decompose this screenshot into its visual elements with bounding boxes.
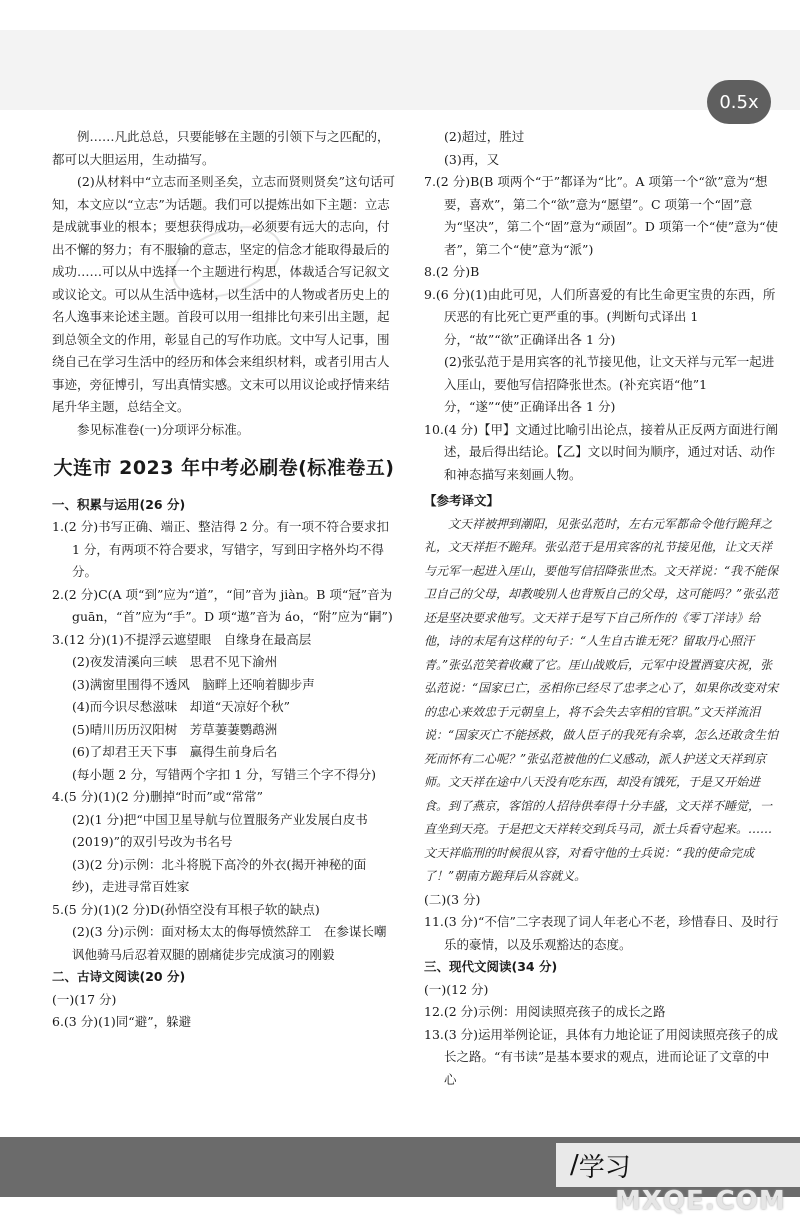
answer-q4-3: (3)(2 分)示例：北斗将脱下高冷的外衣(揭开神秘的面纱)，走进寻常百姓家 [72,856,367,894]
subsection-1: (一)(17 分) [52,991,117,1007]
viewer-top-bar [0,0,800,30]
answer-q6: 6.(3 分)(1)同“避”，躲避 [52,1014,192,1029]
footer-book-label: / 学习 [556,1143,800,1187]
answer-q6-3: (3)再，又 [444,151,500,167]
answer-q4: 4.(5 分)(1)(2 分)删掉“时而”或“常常” [52,789,264,804]
subsection-3: (一)(12 分) [424,981,489,997]
answer-q12: 12.(2 分)示例：用阅读照亮孩子的成长之路 [424,1004,666,1019]
answer-q6-2: (2)超过，胜过 [444,129,525,144]
subsection-2: (二)(3 分) [424,891,481,907]
answer-q9-2: (2)张弘范于是用宾客的礼节接见他，让文天祥与元军一起进入厓山，要他写信招降张世杰。(补充宾语“他”1 分，“遂”“使”正确译出各 1 分) [444,354,775,414]
exam-title: 大连市 2023 年中考必刷卷(标准卷五) [53,457,395,479]
answer-q3-6: (6)了却君王天下事 赢得生前身后名 [72,744,278,759]
reference-translation-text: 文天祥被押到潮阳，见张弘范时，左右元军都命令他行跪拜之礼，文天祥拒不跪拜。张弘范于是用宾客的礼节接见他，让文天祥与元军一起进入厓山，要他写信招降张世杰。文天祥说：“我不能保卫自己的父母，却教唆别人也背叛自己的父母，这可能吗？”张弘范还是坚决要求他写。文天祥于是写下自己所作的《零丁洋诗》给他，诗的末尾有这样的句子：“人生自古谁无死？留取丹心照汗青。”张弘范笑着收藏了它。厓山战败后，元军中设置酒宴庆祝，张弘范说：“国家已亡，丞相你已经尽了忠孝之心了，如果你改变对宋的忠心来效忠于元朝皇上，将不会失去宰相的官职。”文天祥流泪说：“国家灭亡不能拯救，做人臣子的我死有余辜，怎么还敢贪生怕死而怀有二心呢？”张弘范被他的仁义感动，派人护送文天祥到京师。文天祥在途中八天没有吃东西，却没有饿死，于是又开始进食。到了燕京，客馆的人招待供奉得十分丰盛，文天祥不睡觉，一直坐到天亮。于是把文天祥转交到兵马司，派士兵看守起来。……文天祥临刑的时候很从容，对看守他的士兵说：“我的使命完成了！”朝南方跪拜后从容就义。 [424,516,779,883]
answer-q3-note: (每小题 2 分，写错两个字扣 1 分，写错三个字不得分) [72,766,377,782]
right-column [424,126,780,1091]
answer-q3: 3.(12 分)(1)不提浮云遮望眼 自缘身在最高层 [52,631,312,647]
answer-q5: 5.(5 分)(1)(2 分)D(孙悟空没有耳根子软的缺点) [52,901,320,917]
answer-q3-5: (5)晴川历历汉阳树 芳草萋萋鹦鹉洲 [72,721,278,737]
answer-q9: 9.(6 分)(1)由此可见，人们所喜爱的有比生命更宝贵的东西，所厌恶的有比死亡更严重的事。(判断句式译出 1 分，“故”“欲”正确译出各 1 分) [424,286,776,347]
section-heading-2: 二、古诗文阅读(20 分) [52,969,186,984]
answer-q3-3: (3)满窗里围得不透风 脑畔上还响着脚步声 [72,676,315,692]
left-paragraph-2: (2)从材料中“立志而圣则圣矣，立志而贤则贤矣”这句话可知，本文应以“立志”为话题。我们可以提炼出如下主题：立志是成就事业的根本；要想获得成功，必须要有远大的志向，付出不懈的努力；有不服输的意志，坚定的信念才能取得最后的成功……可以从中选择一个主题进行构思，体裁适合写记叙文或议论文。可以从生活中选材，以生活中的人物或者历史上的名人逸事来论述主题。首段可以用一组排比句来引出主题，起到总领全文的作用，彰显自己的写作功底。文中写人记事，围绕自己在学习生活中的经历和体会来组织材料，或者引用古人事迹，旁征博引，写出真情实感。文末可以用议论或抒情来结尾升华主题，总结全文。 [52,174,395,414]
answer-q13: 13.(3 分)运用举例论证，具体有力地论证了用阅读照亮孩子的成长之路。“有书读”是基本要求的观点，进而论证了文章的中心 [424,1026,779,1087]
answer-q11: 11.(3 分)“不信”二字表现了词人年老心不老，珍惜春日、及时行乐的豪情，以及乐观豁达的态度。 [424,914,779,952]
section-heading-3: 三、现代文阅读(34 分) [424,959,558,974]
answer-q10: 10.(4 分)【甲】文通过比喻引出论点，接着从正反两方面进行阐述，最后得出结论。【乙】文以时间为顺序，通过对话、动作和神态描写来刻画人物。 [424,421,779,482]
reference-translation-heading: 【参考译文】 [424,493,500,508]
footer-label-text: 学习 [578,1152,631,1183]
page-header-band [0,30,800,110]
left-paragraph-3: 参见标准卷(一)分项评分标准。 [77,421,250,437]
answer-q4-2: (2)(1 分)把“中国卫星导航与位置服务产业发展白皮书(2019)”的双引号改为书名号 [72,811,368,849]
zoom-level-badge[interactable]: 0.5x [707,80,771,124]
answer-q3-4: (4)而今识尽愁滋味 却道“天凉好个秋” [72,699,290,714]
answer-q1: 1.(2 分)书写正确、端正、整洁得 2 分。有一项不符合要求扣 1 分，有两项不符合要求，写错字，写到田字格外均不得分。 [52,519,390,579]
answer-q7: 7.(2 分)B(B 项两个“于”都译为“比”。A 项第一个“欲”意为“想要，喜欢”，第二个“欲”意为“愿望”。C 项第一个“固”意为“坚决”，第二个“固”意为“顽固”。D 项第一个“使”意为“使者”，第二个“使”意为“派”) [424,174,779,257]
left-column [52,126,396,1034]
answer-q5-2: (2)(3 分)示例：面对杨太太的侮辱愤然辞工 在参谋长嘲讽他骑马后忍着双腿的剧痛徒步完成演习的刚毅 [72,924,387,962]
left-paragraph-1: 例……凡此总总，只要能够在主题的引领下与之匹配的，都可以大胆运用，生动描写。 [52,129,390,167]
answer-q8: 8.(2 分)B [424,264,480,279]
answer-q3-2: (2)夜发清溪向三峡 思君不见下渝州 [72,654,278,669]
site-watermark: MXQE.COM [615,1186,786,1216]
answer-q2: 2.(2 分)C(A 项“到”应为“道”，“间”音为 jiàn。B 项“冠”音为 guān，“首”应为“手”。D 项“遨”音为 áo，“附”应为“嗣”) [52,586,393,624]
section-heading-1: 一、积累与运用(26 分) [52,496,186,512]
